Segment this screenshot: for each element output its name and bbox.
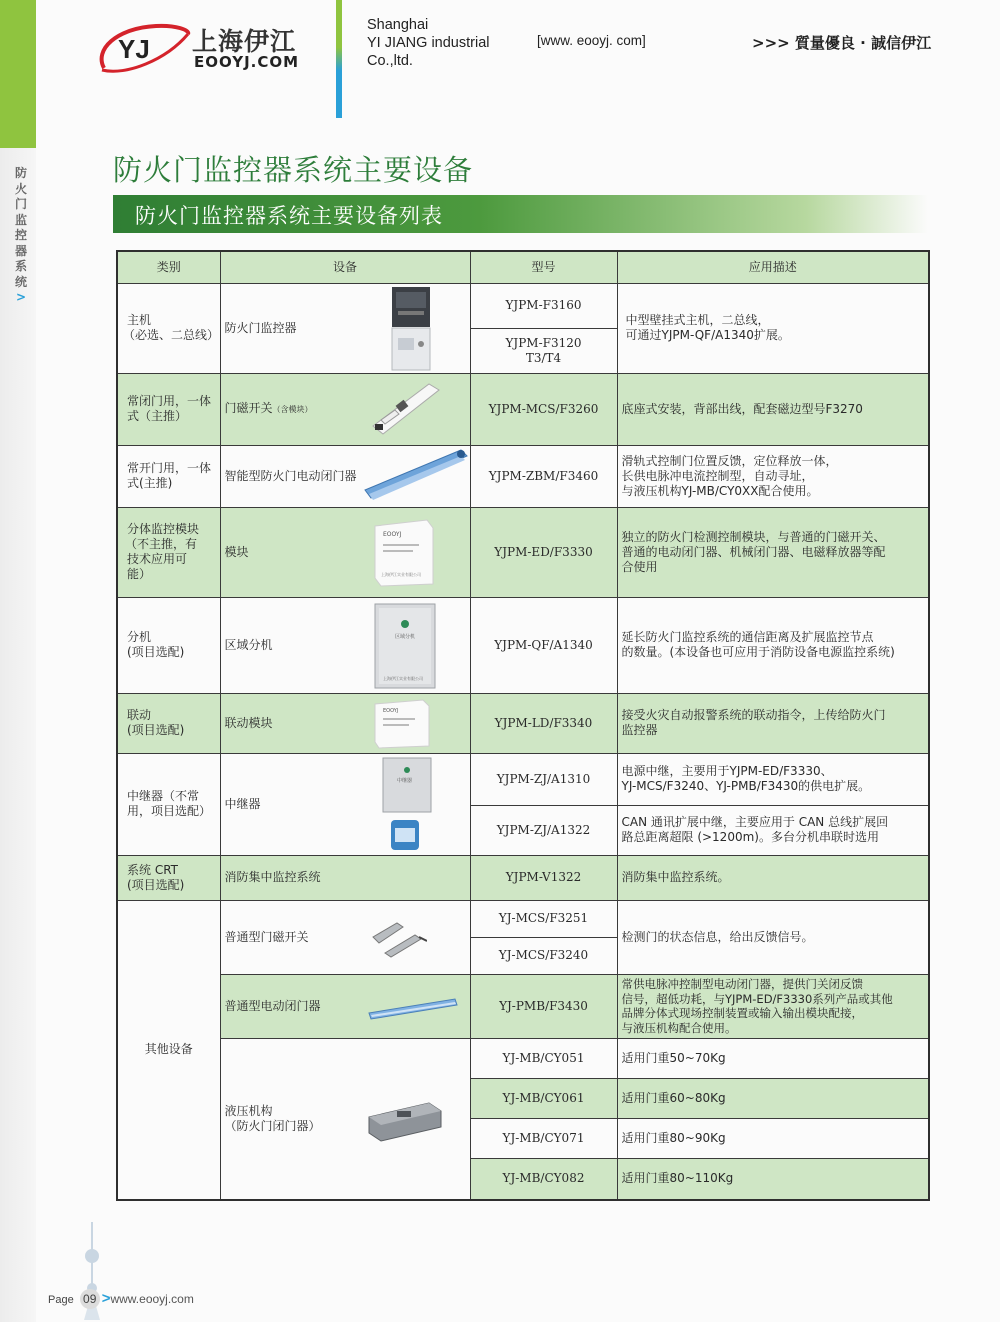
side-green-block [0, 0, 36, 148]
table-row [117, 1038, 929, 1078]
column-header-category: 类别 [117, 251, 220, 283]
door-magnetic-switch-image [371, 380, 443, 438]
model-cell: YJ-MB/CY051 [470, 1038, 617, 1078]
model-cell: YJPM-F3160 [470, 283, 617, 328]
category-cell: 主机 （必选、二总线） [117, 283, 220, 373]
page-title: 防火门监控器系统主要设备 [113, 153, 474, 187]
table-row [117, 507, 929, 597]
model-cell: YJPM-QF/A1340 [470, 597, 617, 693]
device-cell: 联动模块 EOOYJ [220, 693, 470, 753]
device-cell: 模块 EOOYJ 上海伊江实业有限公司 [220, 507, 470, 597]
model-cell: YJ-MCS/F3251 [470, 900, 617, 937]
model-cell: YJPM-ZBM/F3460 [470, 445, 617, 507]
magnetic-switch-image [371, 915, 427, 959]
company-logo[interactable] [96, 20, 306, 76]
category-cell: 分体监控模块 （不主推，有 技术应用可 能） [117, 507, 220, 597]
device-cell: 普通型电动闭门器 [220, 974, 470, 1038]
page-label: Page [48, 1294, 74, 1306]
svg-text:EOOYJ: EOOYJ [382, 707, 398, 714]
equipment-table [116, 250, 930, 1201]
device-cell: 消防集中监控系统 [220, 855, 470, 900]
page-number: 09 [80, 1289, 100, 1309]
area-extension-unit-image [371, 602, 439, 690]
svg-text:中继器: 中继器 [396, 777, 412, 784]
header-divider [336, 0, 342, 118]
description-cell: 常供电脉冲控制型电动闭门器，提供门关闭反馈 信号，超低功耗，与YJPM-ED/F3330系列产品或其他 品牌分体式现场控制装置或输入输出模块配接， 与液压机构配合使用。 [617, 974, 929, 1038]
device-cell: 普通型门磁开关 [220, 900, 470, 974]
model-cell: YJ-MB/CY071 [470, 1118, 617, 1158]
model-cell: YJ-PMB/F3430 [470, 974, 617, 1038]
svg-text:区域分机: 区域分机 [394, 633, 415, 640]
model-cell: YJPM-ZJ/A1310 [470, 753, 617, 805]
category-cell: 中继器（不常 用，项目选配） [117, 753, 220, 855]
column-header-device: 设备 [220, 251, 470, 283]
description-cell: CAN 通讯扩展中继，主要应用于 CAN 总线扩展回 路总距离超限 (>1200m)。多台分机串联时选用 [617, 805, 929, 855]
table-row [117, 445, 929, 507]
description-cell: 适用门重50~70Kg [617, 1038, 929, 1078]
model-cell: YJPM-V1322 [470, 855, 617, 900]
fire-door-controller-image [389, 286, 433, 372]
side-strip [0, 148, 36, 1322]
column-header-description: 应用描述 [617, 251, 929, 283]
model-cell: YJ-MB/CY061 [470, 1078, 617, 1118]
device-cell: 防火门监控器 [220, 283, 470, 373]
column-header-model: 型号 [470, 251, 617, 283]
model-cell: YJ-MB/CY082 [470, 1158, 617, 1200]
page-footer [48, 1289, 194, 1309]
device-cell: 门磁开关（含模块） [220, 373, 470, 445]
model-cell: YJPM-F3120 T3/T4 [470, 328, 617, 373]
device-cell: 液压机构 （防火门闭门器） [220, 1038, 470, 1200]
footer-url[interactable]: www.eooyj.com [110, 1292, 194, 1306]
table-row [117, 693, 929, 753]
monitoring-module-image [371, 518, 435, 588]
logo-chinese-name: 上海伊江 [192, 27, 297, 56]
category-cell: 分机 (项目选配) [117, 597, 220, 693]
model-cell: YJ-MCS/F3240 [470, 937, 617, 974]
category-cell: 常开门用，一体 式(主推) [117, 445, 220, 507]
description-cell: 适用门重60~80Kg [617, 1078, 929, 1118]
description-cell: 独立的防火门检测控制模块，与普通的门磁开关、 普通的电动闭门器、机械闭门器、电磁释放器等配 合使用 [617, 507, 929, 597]
category-cell: 常闭门用，一体 式（主推） [117, 373, 220, 445]
description-cell: 电源中继，主要用于YJPM-ED/F3330、 YJ-MCS/F3240、YJ-PMB/F3430的供电扩展。 [617, 753, 929, 805]
category-cell: 其他设备 [117, 900, 220, 1200]
electric-door-closer-image [367, 993, 459, 1021]
description-cell: 适用门重80~90Kg [617, 1118, 929, 1158]
website-link[interactable]: [www. eooyj. com] [537, 33, 646, 48]
table-row [117, 597, 929, 693]
description-cell: 消防集中监控系统。 [617, 855, 929, 900]
description-cell: 延长防火门监控系统的通信距离及扩展监控节点 的数量。(本设备也可应用于消防设备电源监控系统) [617, 597, 929, 693]
table-row [117, 900, 929, 937]
chevron-right-icon: > [15, 290, 27, 304]
side-section-label: 防 火 门 监 控 器 系 统 > [14, 166, 27, 304]
table-row [117, 373, 929, 445]
svg-text:上海伊江实业有限公司: 上海伊江实业有限公司 [380, 571, 421, 577]
description-cell: 滑轨式控制门位置反馈，定位释放一体， 长供电脉冲电流控制型，自动寻址， 与液压机构YJ-MB/CY0XX配合使用。 [617, 445, 929, 507]
svg-text:EOOYJ: EOOYJ [382, 530, 401, 538]
model-cell: YJPM-ZJ/A1322 [470, 805, 617, 855]
table-row [117, 753, 929, 805]
logo-english-name: EOOYJ.COM [194, 53, 300, 71]
category-cell: 联动 (项目选配) [117, 693, 220, 753]
description-cell: 接受火灾自动报警系统的联动指令，上传给防火门 监控器 [617, 693, 929, 753]
model-cell: YJPM-ED/F3330 [470, 507, 617, 597]
company-name: Shanghai YI JIANG industrial Co.,ltd. [367, 17, 490, 69]
description-cell: 适用门重80~110Kg [617, 1158, 929, 1200]
section-title-bar [113, 195, 928, 233]
section-title: 防火门监控器系统主要设备列表 [135, 204, 443, 228]
svg-text:YJ: YJ [118, 34, 150, 64]
linkage-module-image [371, 698, 431, 750]
device-cell: 智能型防火门电动闭门器 [220, 445, 470, 507]
description-cell: 底座式安装，背部出线，配套磁边型号F3270 [617, 373, 929, 445]
device-cell: 区域分机 区域分机 上海伊江实业有限公司 [220, 597, 470, 693]
model-cell: YJPM-LD/F3340 [470, 693, 617, 753]
slogan: >>> 質量優良 · 誠信伊江 [752, 34, 932, 52]
svg-text:上海伊江实业有限公司: 上海伊江实业有限公司 [382, 675, 423, 681]
repeater-image [379, 756, 435, 854]
table-header-row [117, 251, 929, 283]
description-cell: 检测门的状态信息，给出反馈信号。 [617, 900, 929, 974]
smart-door-closer-image [361, 448, 469, 504]
table-row [117, 283, 929, 328]
description-cell: 中型壁挂式主机，二总线， 可通过YJPM-QF/A1340扩展。 [617, 283, 929, 373]
category-cell: 系统 CRT (项目选配) [117, 855, 220, 900]
chevron-right-icon: > [101, 1290, 111, 1307]
yj-logo-icon [96, 20, 192, 76]
model-cell: YJPM-MCS/F3260 [470, 373, 617, 445]
table-row [117, 855, 929, 900]
table-row [117, 974, 929, 1038]
device-cell: 中继器 中继器 [220, 753, 470, 855]
